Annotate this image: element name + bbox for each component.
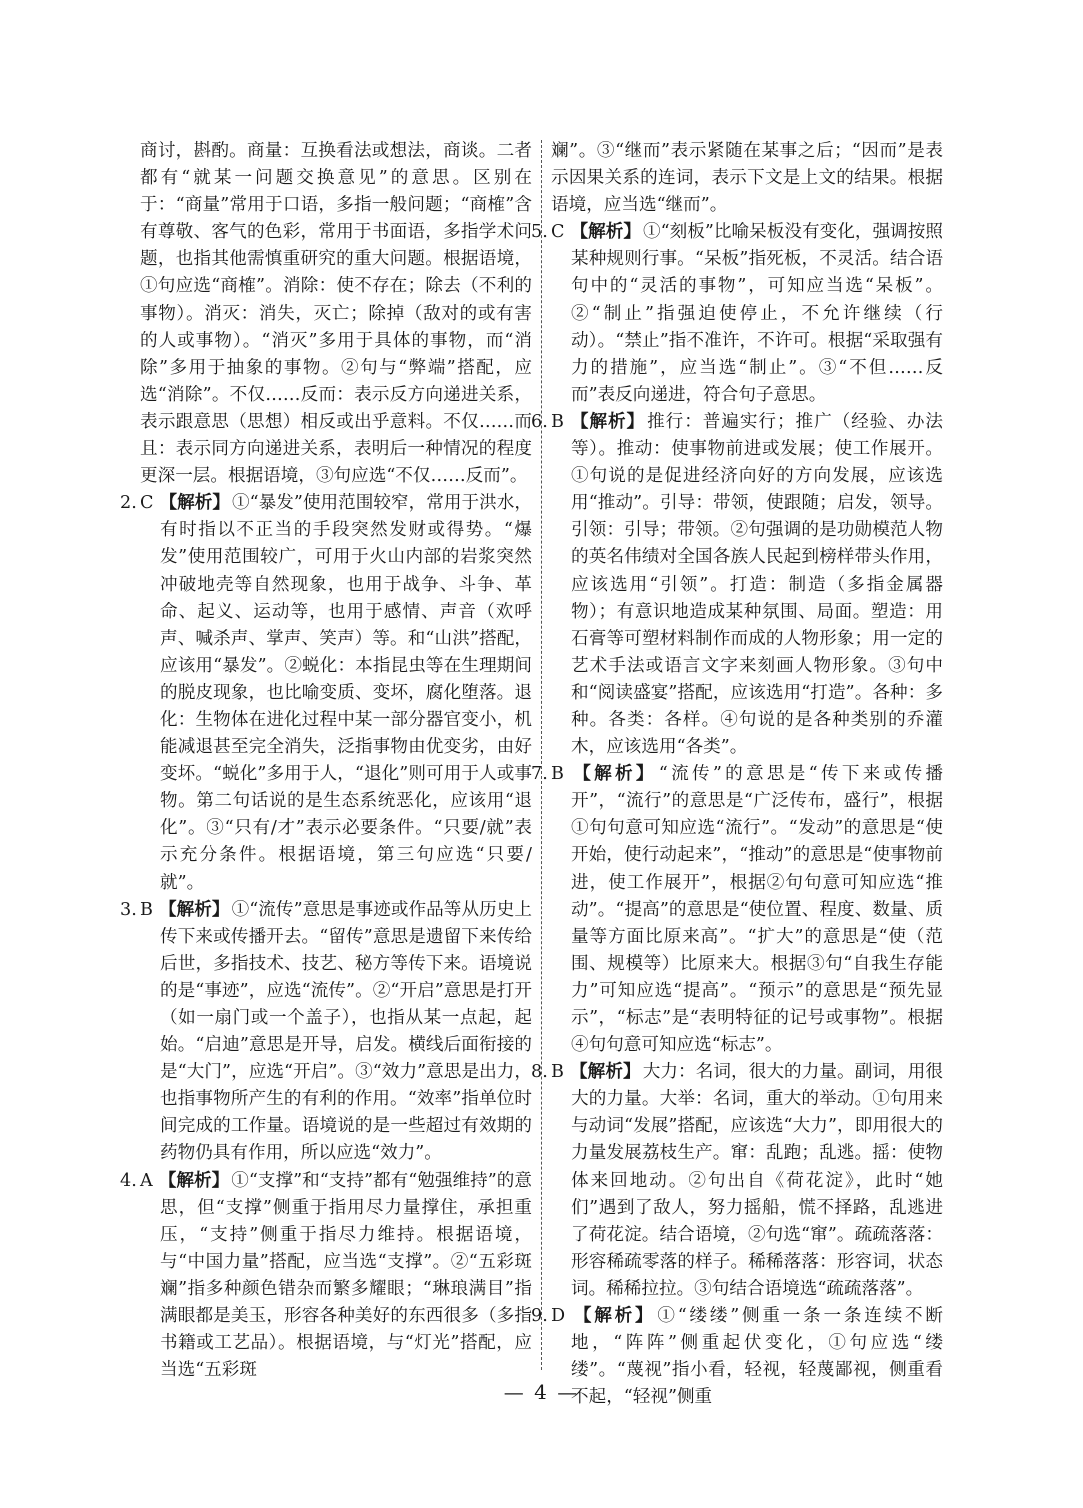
- analysis-text: ①“缕缕”侧重一条一条连续不断地，“阵阵”侧重起伏变化，①句应选“缕缕”。“蔑视”指小看，轻视，轻蔑鄙视，侧重看不起，“轻视”侧重: [571, 1306, 943, 1408]
- answer-item-9: 9. D 【解析】 ①“缕缕”侧重一条一条连续不断地，“阵阵”侧重起伏变化，①句应选“缕缕”。“蔑视”指小看，轻视，轻蔑鄙视，侧重看不起，“轻视”侧重: [531, 1306, 943, 1408]
- answer-item-3: 3. B 【解析】 ①“流传”意思是事迹或作品等从历史上传下来或传播开去。“留传”意思是遗留下来传给后世，多指技术、技艺、秘方等传下来。语境说的是“事迹”，应选“流传”。②“开启”意思是打开（如一扇门或一个盖子），也指从某一点起，起始。“启迪”意思是开导，启发。横线后面衔接的是“大门”，应选“开启”。③“效力”意思是出力，也指事物所产生的有利的作用。“效率”指单位时间完成的工作量。语境说的是一些超过有效期的药物仍具有作用，所以应选“效力”。: [120, 899, 532, 1164]
- analysis-tag: 【解析】: [158, 899, 230, 920]
- continuation-paragraph: 斓”。③“继而”表示紧随在某事之后；“因而”是表示因果关系的连词，表示下文是上文的结果。根据语境，应当选“继而”。: [551, 141, 943, 216]
- answer-letter: A: [140, 1170, 153, 1191]
- analysis-tag: 【解析】: [569, 411, 646, 432]
- answer-letter: B: [140, 899, 153, 920]
- answer-letter: B: [551, 1062, 564, 1083]
- analysis-text: ①“刻板”比喻呆板没有变化，强调按照某种规则行事。“呆板”指死板，不灵活。结合语句中的“灵活的事物”，可知应当选“呆板”。②“制止”指强迫使停止，不允许继续（行动）。“禁止”指不准许，不许可。根据“采取强有力的措施”，应当选“制止”。③“不但……反而”表反向递进，符合句子意思。: [571, 222, 943, 405]
- answer-item-4: 4. A 【解析】 ①“支撑”和“支持”都有“勉强维持”的意思，但“支撑”侧重于指用尽力量撑住，承担重压，“支持”侧重于指尽力维持。根据语境，与“中国力量”搭配，应当选“支撑”。②“五彩斑斓”指多种颜色错杂而繁多耀眼；“琳琅满目”指满眼都是美玉，形容各种美好的东西很多（多指书籍或工艺品）。根据语境，与“灯光”搭配，应当选“五彩斑: [120, 1170, 532, 1381]
- analysis-text: “流传”的意思是“传下来或传播开”，“流行”的意思是“广泛传布，盛行”，根据①句句意可知应选“流行”。“发动”的意思是“使开始，使行动起来”，“推动”的意思是“使事物前进，使工作展开”，根据②句句意可知应选“推动”。“提高”的意思是“使位置、程度、数量、质量等方面比原来高”。“扩大”的意思是“使（范围、规模等）比原来大。根据③句“自我生存能力”可知应选“提高”。“预示”的意思是“预先显示”，“标志”是“表明特征的记号或事物”。根据④句句意可知应选“标志”。: [571, 764, 943, 1056]
- analysis-tag: 【解析】: [158, 1170, 230, 1191]
- left-column: [120, 138, 532, 1384]
- answer-letter: C: [140, 493, 154, 514]
- analysis-text: ①“支撑”和“支持”都有“勉强维持”的意思，但“支撑”侧重于指用尽力量撑住，承担重压，“支持”侧重于指尽力维持。根据语境，与“中国力量”搭配，应当选“支撑”。②“五彩斑斓”指多种颜色错杂而繁多耀眼；“琳琅满目”指满眼都是美玉，形容各种美好的东西很多（多指书籍或工艺品）。根据语境，与“灯光”搭配，应当选“五彩斑: [160, 1170, 532, 1381]
- answer-letter: B: [551, 411, 564, 432]
- answer-item-7: 7. B 【解析】 “流传”的意思是“传下来或传播开”，“流行”的意思是“广泛传布，盛行”，根据①句句意可知应选“流行”。“发动”的意思是“使开始，使行动起来”，“推动”的意思是“使事物前进，使工作展开”，根据②句句意可知应选“推动”。“提高”的意思是“使位置、程度、数量、质量等方面比原来高”。“扩大”的意思是“使（范围、规模等）比原来大。根据③句“自我生存能力”可知应选“提高”。“预示”的意思是“预先显示”，“标志”是“表明特征的记号或事物”。根据④句句意可知应选“标志”。: [531, 764, 943, 1056]
- answer-letter: D: [551, 1306, 566, 1327]
- analysis-tag: 【解析】: [571, 1306, 656, 1327]
- analysis-tag: 【解析】: [159, 493, 230, 514]
- answer-letter: B: [551, 764, 564, 785]
- analysis-text: 推行：普遍实行；推广（经验、办法等）。推动：使事物前进或发展；使工作展开。①句说的是促进经济向好的方向发展，应该选用“推动”。引导：带领，使跟随；启发，领导。引领：引导；带领。②句强调的是功勋模范人物的英名伟绩对全国各族人民起到榜样带头作用，应该选用“引领”。打造：制造（多指金属器物）；有意识地造成某种氛围、局面。塑造：用石膏等可塑材料制作而成的人物形象；用一定的艺术手法或语言文字来刻画人物形象。③句中和“阅读盛宴”搭配，应该选用“打造”。各种：多种。各类：各样。④句说的是各种类别的乔灌木，应该选用“各类”。: [571, 411, 943, 758]
- answer-letter: C: [551, 222, 565, 243]
- answer-item-2: 2. C 【解析】 ①“暴发”使用范围较窄，常用于洪水，有时指以不正当的手段突然发财或得势。“爆发”使用范围较广，可用于火山内部的岩浆突然冲破地壳等自然现象，也用于战争、斗争、革命、起义、运动等，也用于感情、声音（欢呼声、喊杀声、掌声、笑声）等。和“山洪”搭配，应该用“暴发”。②蜕化：本指昆虫等在生理期间的脱皮现象，也比喻变质、变坏，腐化堕落。退化：生物体在进化过程中某一部分器官变小，机能减退甚至完全消失，泛指事物由优变劣，由好变坏。“蜕化”多用于人，“退化”则可用于人或事物。第二句话说的是生态系统恶化，应该用“退化”。③“只有/才”表示必要条件。“只要/就”表示充分条件。根据语境，第三句应选“只要/就”。: [120, 493, 532, 893]
- answer-item-5: 5. C 【解析】 ①“刻板”比喻呆板没有变化，强调按照某种规则行事。“呆板”指死板，不灵活。结合语句中的“灵活的事物”，可知应当选“呆板”。②“制止”指强迫使停止，不允许继续（行动）。“禁止”指不准许，不许可。根据“采取强有力的措施”，应当选“制止”。③“不但……反而”表反向递进，符合句子意思。: [531, 222, 943, 405]
- analysis-tag: 【解析】: [569, 1062, 641, 1083]
- analysis-tag: 【解析】: [570, 222, 641, 243]
- page-number: — 4 —: [503, 1380, 580, 1404]
- right-column: [531, 138, 943, 1411]
- answer-item-8: 8. B 【解析】 大力：名词，很大的力量。副词，用很大的力量。大举：名词，重大的举动。①句用来与动词“发展”搭配，应该选“大力”，即用很大的力量发展荔枝生产。窜：乱跑；乱逃。摇：使物体来回地动。②句出自《荷花淀》，此时“她们”遇到了敌人，努力摇船，慌不择路，乱逃进了荷花淀。结合语境，②句选“窜”。疏疏落落：形容稀疏零落的样子。稀稀落落：形容词，状态词。稀稀拉拉。③句结合语境选“疏疏落落”。: [531, 1062, 943, 1299]
- analysis-tag: 【解析】: [569, 764, 657, 785]
- analysis-text: ①“流传”意思是事迹或作品等从历史上传下来或传播开去。“留传”意思是遗留下来传给后世，多指技术、技艺、秘方等传下来。语境说的是“事迹”，应选“流传”。②“开启”意思是打开（如一扇门或一个盖子），也指从某一点起，起始。“启迪”意思是开导，启发。横线后面衔接的是“大门”，应选“开启”。③“效力”意思是出力，也指事物所产生的有利的作用。“效率”指单位时间完成的工作量。语境说的是一些超过有效期的药物仍具有作用，所以应选“效力”。: [160, 899, 532, 1164]
- column-divider: [541, 140, 542, 1370]
- answer-item-6: 6. B 【解析】 推行：普遍实行；推广（经验、办法等）。推动：使事物前进或发展；使工作展开。①句说的是促进经济向好的方向发展，应该选用“推动”。引导：带领，使跟随；启发，领导。引领：引导；带领。②句强调的是功勋模范人物的英名伟绩对全国各族人民起到榜样带头作用，应该选用“引领”。打造：制造（多指金属器物）；有意识地造成某种氛围、局面。塑造：用石膏等可塑材料制作而成的人物形象；用一定的艺术手法或语言文字来刻画人物形象。③句中和“阅读盛宴”搭配，应该选用“打造”。各种：多种。各类：各样。④句说的是各种类别的乔灌木，应该选用“各类”。: [531, 411, 943, 758]
- analysis-text: 大力：名词，很大的力量。副词，用很大的力量。大举：名词，重大的举动。①句用来与动词“发展”搭配，应该选“大力”，即用很大的力量发展荔枝生产。窜：乱跑；乱逃。摇：使物体来回地动。②句出自《荷花淀》，此时“她们”遇到了敌人，努力摇船，慌不择路，乱逃进了荷花淀。结合语境，②句选“窜”。疏疏落落：形容稀疏零落的样子。稀稀落落：形容词，状态词。稀稀拉拉。③句结合语境选“疏疏落落”。: [571, 1062, 943, 1299]
- continuation-paragraph: 商讨，斟酌。商量：互换看法或想法，商谈。二者都有“就某一问题交换意见”的意思。区别在于：“商量”常用于口语，多指一般问题；“商榷”含有尊敬、客气的色彩，常用于书面语，多指学术问题，也指其他需慎重研究的重大问题。根据语境，①句应选“商榷”。消除：使不存在；除去（不利的事物）。消灭：消失，灭亡；除掉（敌对的或有害的人或事物）。“消灭”多用于具体的事物，而“消除”多用于抽象的事物。②句与“弊端”搭配，应选“消除”。不仅……反而：表示反方向递进关系，表示跟意思（思想）相反或出乎意料。不仅……而且：表示同方向递进关系，表明后一种情况的程度更深一层。根据语境，③句应选“不仅……反而”。: [140, 141, 532, 487]
- analysis-text: ①“暴发”使用范围较窄，常用于洪水，有时指以不正当的手段突然发财或得势。“爆发”使用范围较广，可用于火山内部的岩浆突然冲破地壳等自然现象，也用于战争、斗争、革命、起义、运动等，也用于感情、声音（欢呼声、喊杀声、掌声、笑声）等。和“山洪”搭配，应该用“暴发”。②蜕化：本指昆虫等在生理期间的脱皮现象，也比喻变质、变坏，腐化堕落。退化：生物体在进化过程中某一部分器官变小，机能减退甚至完全消失，泛指事物由优变劣，由好变坏。“蜕化”多用于人，“退化”则可用于人或事物。第二句话说的是生态系统恶化，应该用“退化”。③“只有/才”表示必要条件。“只要/就”表示充分条件。根据语境，第三句应选“只要/就”。: [160, 493, 532, 893]
